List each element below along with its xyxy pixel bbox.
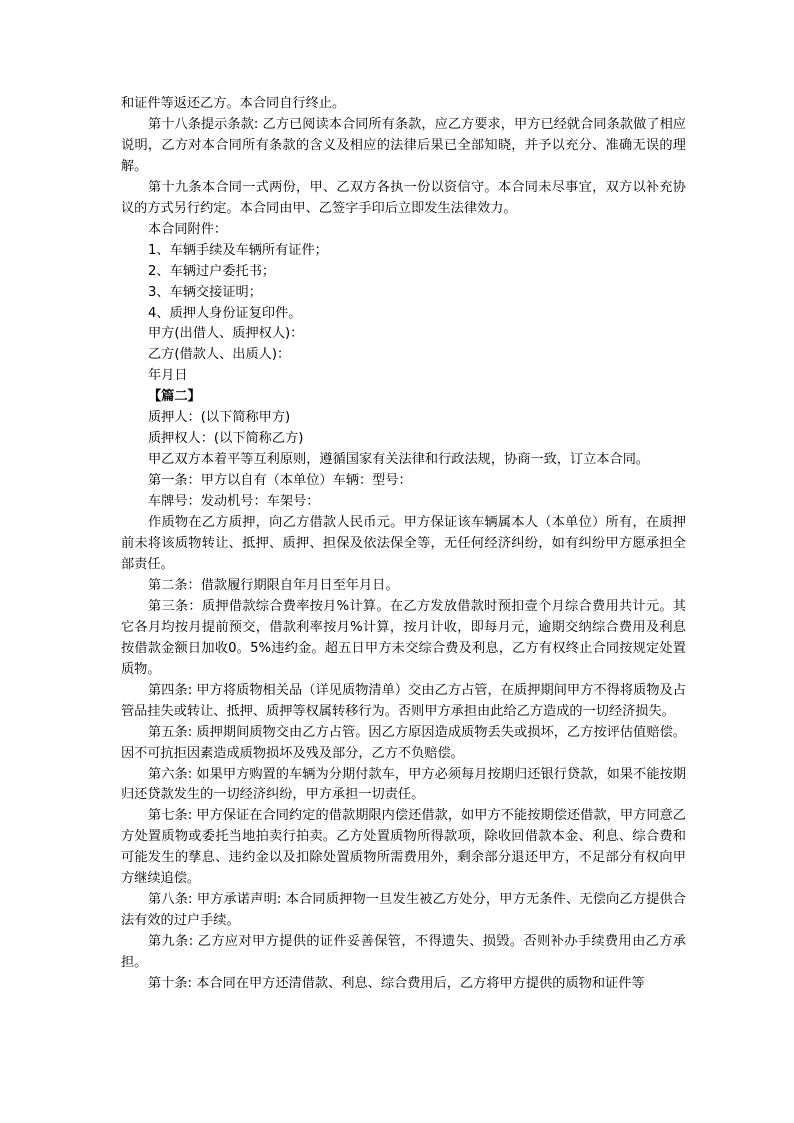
paragraph-article-5: 第五条: 质押期间质物交由乙方占管。因乙方原因造成质物丢失或损坏，乙方按评估值赔偿。因不可抗拒因素造成质物损坏及残及部分，乙方不负赔偿。 (121, 724, 686, 761)
party-a-signature-line: 甲方(出借人、质押权人)： (148, 326, 304, 342)
paragraph-article-6: 第六条: 如果甲方购置的车辆为分期付款车，甲方必须每月按期归还银行贷款，如果不能按期归还贷款发生的一切经济纠纷，甲方承担一切责任。 (121, 766, 686, 803)
paragraph-article-10: 第十条: 本合同在甲方还清借款、利息、综合费用后，乙方将甲方提供的质物和证件等 (148, 976, 645, 992)
pledgee-line: 质押权人：(以下简称乙方) (148, 431, 304, 447)
attachment-item-3: 3、车辆交接证明； (148, 284, 262, 300)
paragraph-article-3: 第三条：质押借款综合费率按月%计算。在乙方发放借款时预扣壹个月综合费用共计元。其它各月均按月提前预交，借款利率按月%计算，按月计收，即每月元，逾期交纳综合费用及利息按借款金额日加收0。5%违约金。超五日甲方未交综合费及利息，乙方有权终止合同按规定处置质物。 (121, 598, 686, 677)
paragraph-article-8: 第八条: 甲方承诺声明: 本合同质押物一旦发生被乙方处分，甲方无条件、无偿向乙方提供合法有效的过户手续。 (121, 892, 686, 929)
attachment-item-1: 1、车辆手续及车辆所有证件； (148, 242, 328, 258)
attachments-heading: 本合同附件： (148, 221, 228, 237)
paragraph-article-7: 第七条: 甲方保证在合同约定的借款期限内偿还借款，如甲方不能按期偿还借款，甲方同意乙方处置质物或委托当地拍卖行拍卖。乙方处置质物所得款项，除收回借款本金、利息、综合费和可能发生的孳息、违约金以及扣除处置质物所需费用外，剩余部分退还甲方，不足部分有权向甲方继续追偿。 (121, 808, 686, 887)
paragraph-article-2: 第二条：借款履行期限自年月日至年月日。 (148, 577, 399, 593)
attachment-item-4: 4、质押人身份证复印件。 (148, 305, 302, 321)
date-line: 年月日 (148, 368, 188, 384)
document-page (121, 94, 686, 995)
paragraph-article-19: 第十九条本合同一式两份，甲、乙双方各执一份以资信守。本合同未尽事宜，双方以补充协议的方式另行约定。本合同由甲、乙签字手印后立即发生法律效力。 (121, 179, 686, 216)
paragraph-article-9: 第九条: 乙方应对甲方提供的证件妥善保管，不得遗失、损毁。否则补办手续费用由乙方承担。 (121, 934, 686, 971)
paragraph-article-1: 第一条：甲方以自有（本单位）车辆：型号： (148, 473, 412, 489)
attachment-item-2: 2、车辆过户委托书； (148, 263, 276, 279)
paragraph-article-18: 第十八条提示条款: 乙方已阅读本合同所有条款，应乙方要求，甲方已经就合同条款做了相应说明，乙方对本合同所有条款的含义及相应的法律后果已全部知晓，并予以充分、准确无误的理解。 (121, 116, 686, 174)
section-heading-part-two: 【篇二】 (148, 389, 201, 405)
pledgor-line: 质押人：(以下简称甲方) (148, 410, 291, 426)
paragraph-termination: 和证件等返还乙方。本合同自行终止。 (121, 96, 346, 111)
paragraph-preamble: 甲乙双方本着平等互利原则，遵循国家有关法律和行政法规，协商一致，订立本合同。 (148, 452, 650, 468)
vehicle-identifiers-line: 车牌号：发动机号：车架号： (148, 494, 320, 510)
paragraph-article-4: 第四条: 甲方将质物相关品（详见质物清单）交由乙方占管，在质押期间甲方不得将质物及占管品挂失或转让、抵押、质押等权属转移行为。否则甲方承担由此给乙方造成的一切经济损失。 (121, 682, 686, 719)
party-b-signature-line: 乙方(借款人、出质人)： (148, 347, 291, 363)
paragraph-pledge-statement: 作质物在乙方质押，向乙方借款人民币元。甲方保证该车辆属本人（本单位）所有，在质押前未将该质物转让、抵押、质押、担保及依法保全等，无任何经济纠纷，如有纠纷甲方愿承担全部责任。 (121, 515, 686, 572)
